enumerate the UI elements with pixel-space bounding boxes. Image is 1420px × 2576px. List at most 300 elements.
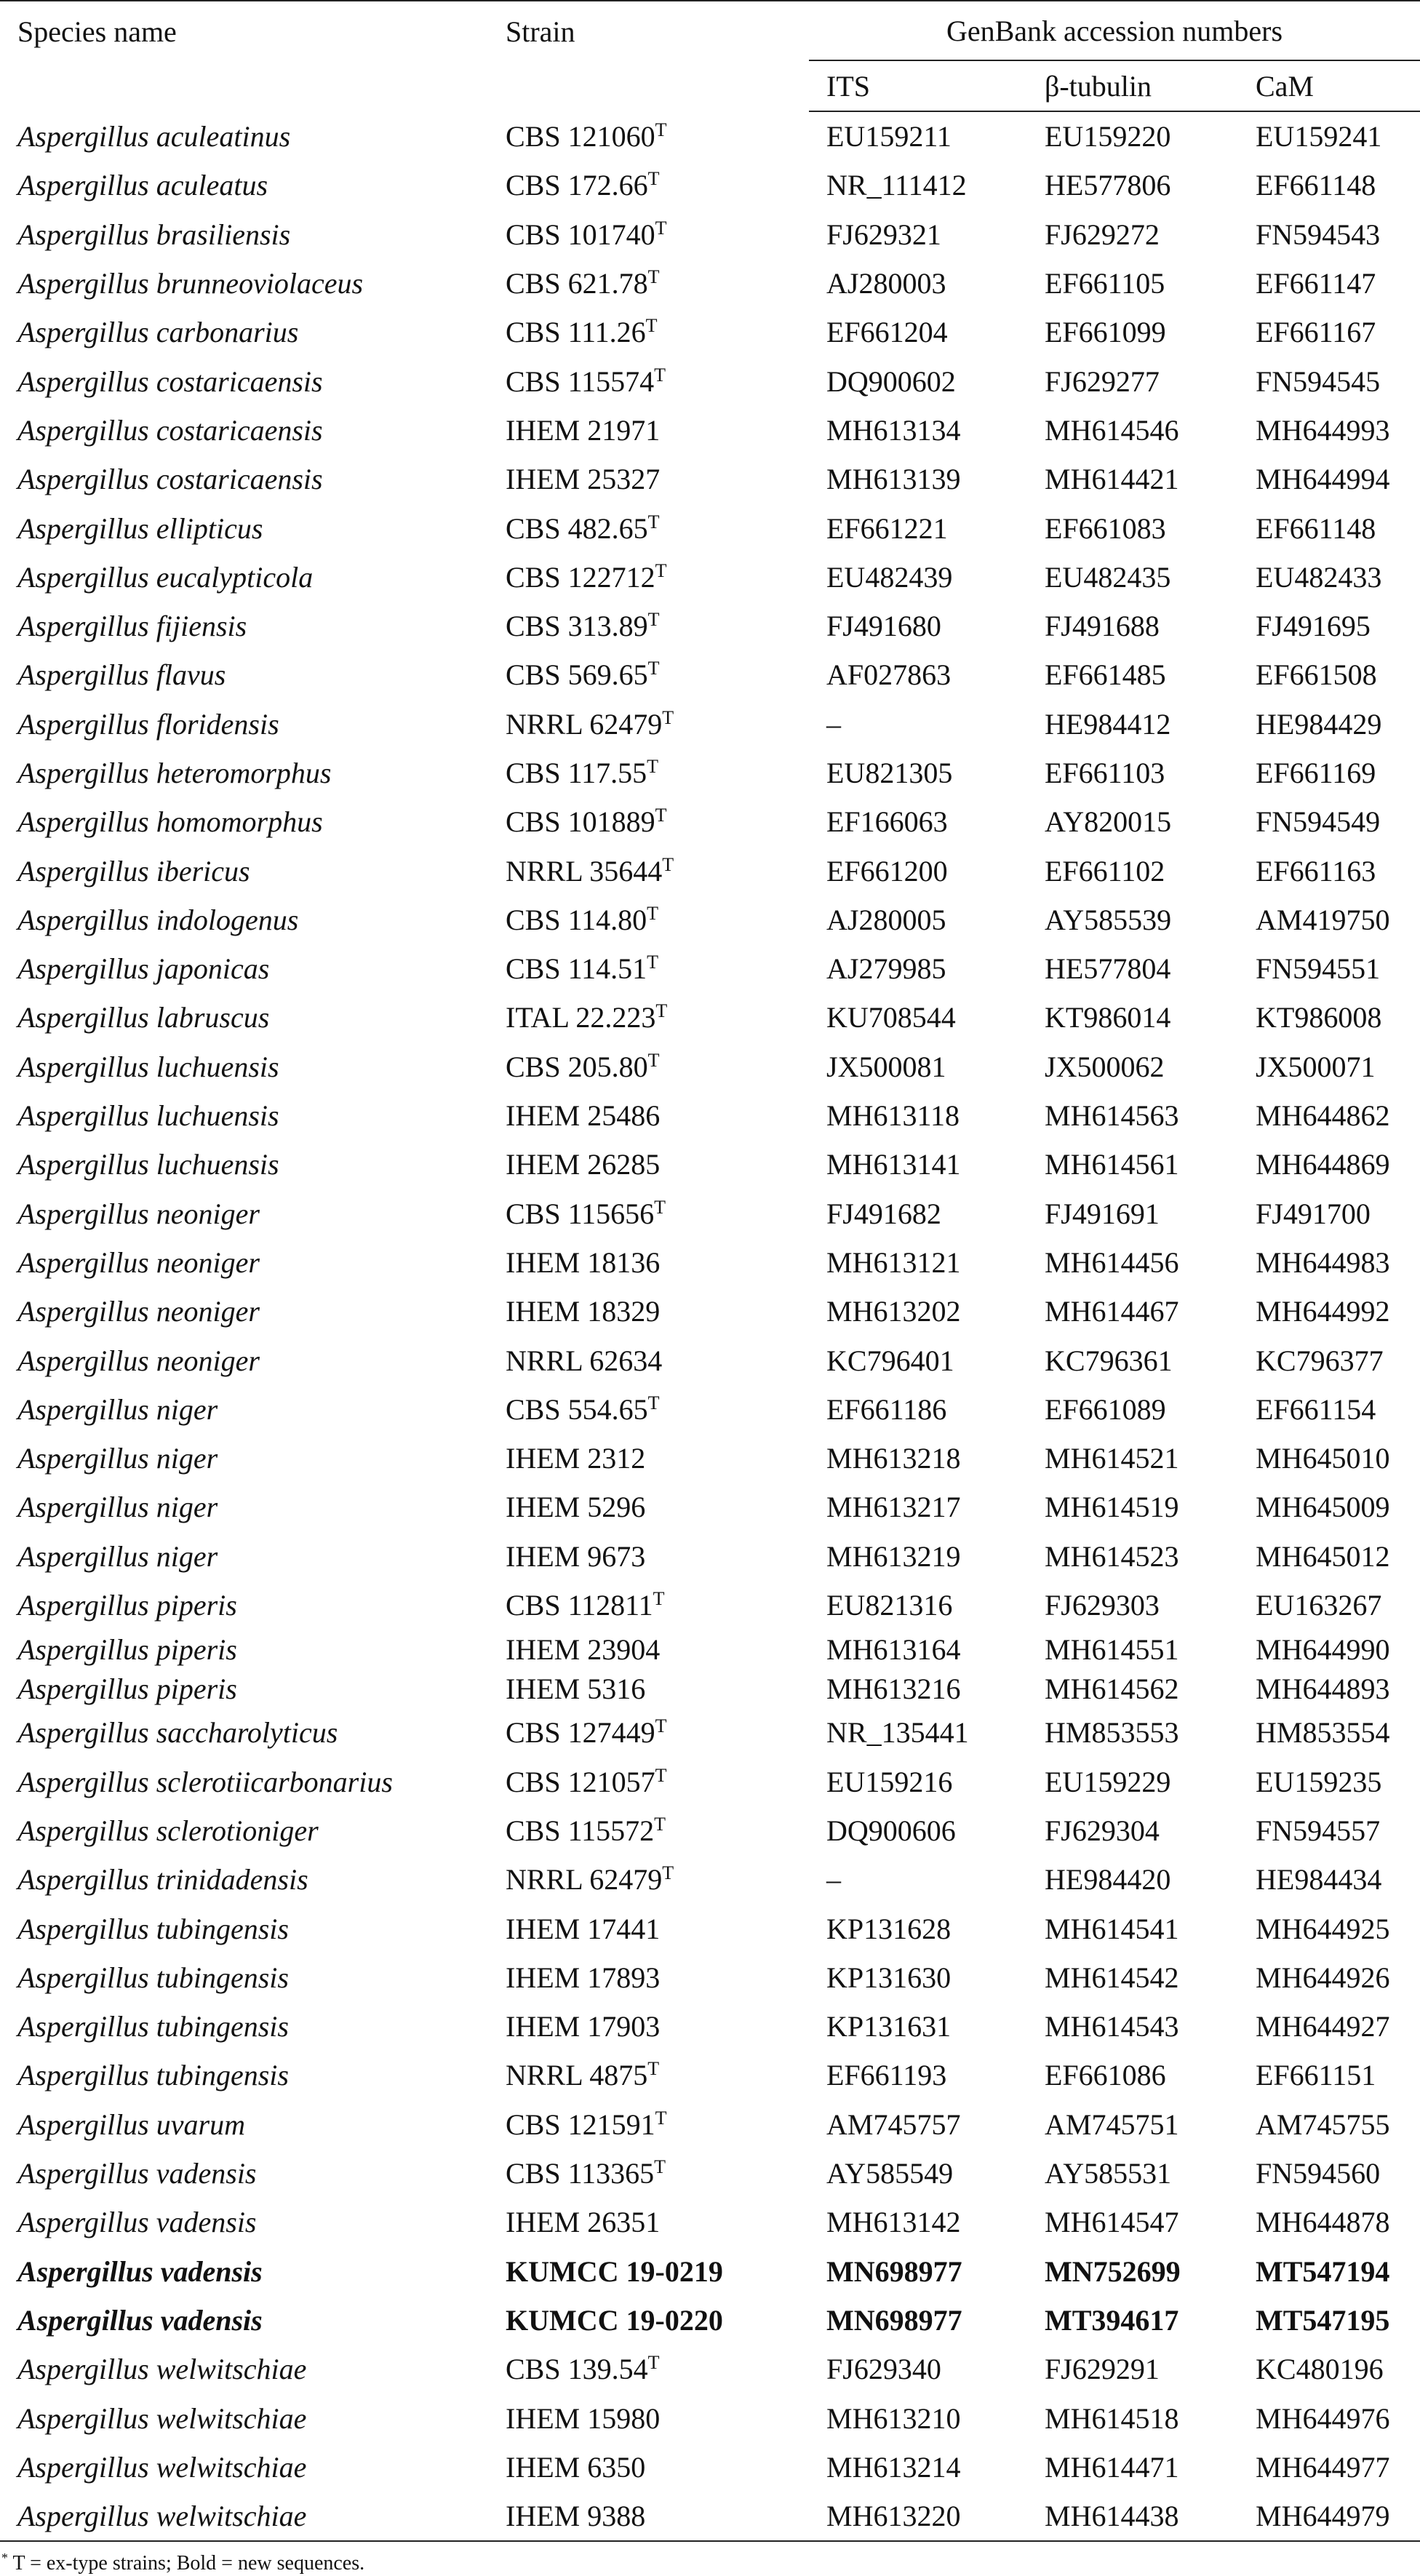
species-name-cell: Aspergillus sclerotiicarbonarius: [17, 1765, 393, 1798]
species-name-cell: Aspergillus tubingensis: [17, 1912, 289, 1945]
btub-cell: EU482435: [1045, 560, 1171, 594]
table-row: [0, 553, 1420, 602]
table-row: [0, 1708, 1420, 1757]
btub-cell: KT986014: [1045, 1001, 1171, 1034]
species-name-cell: Aspergillus vadensis: [17, 2206, 257, 2239]
btub-cell: MH614563: [1045, 1099, 1179, 1133]
table-row: [0, 650, 1420, 699]
cam-cell: MT547195: [1256, 2303, 1390, 2337]
btub-cell: EF661086: [1045, 2059, 1166, 2092]
strain-cell: [488, 700, 809, 749]
its-cell: MH613202: [826, 1295, 961, 1328]
strain-cell: [488, 1287, 809, 1336]
species-name-cell: Aspergillus heteromorphus: [17, 757, 332, 789]
strain-cell: [488, 1140, 809, 1189]
cam-cell: JX500071: [1256, 1050, 1376, 1083]
strain-cell: [488, 846, 809, 895]
btub-cell: HE577806: [1045, 169, 1171, 202]
strain-cell: [488, 111, 809, 161]
ex-type-marker: T: [655, 1000, 668, 1022]
cam-cell: EF661154: [1256, 1392, 1376, 1426]
cam-cell: EU159241: [1256, 120, 1382, 153]
btub-cell: MH614543: [1045, 2010, 1179, 2043]
cam-cell: HM853554: [1256, 1716, 1390, 1750]
strain-cell: [488, 1953, 809, 2002]
strain-id: CBS 115656: [506, 1197, 655, 1230]
btub-cell: MH614551: [1045, 1632, 1179, 1666]
strain-id: IHEM 23904: [506, 1632, 661, 1666]
its-cell: EF661186: [826, 1392, 947, 1426]
species-name-cell: Aspergillus saccharolyticus: [17, 1716, 338, 1750]
btub-cell: MH614519: [1045, 1491, 1179, 1524]
ex-type-marker: T: [647, 952, 659, 973]
strain-header: Strain: [488, 1, 809, 111]
its-cell: AY585549: [826, 2157, 954, 2190]
strain-cell: [488, 1336, 809, 1384]
species-name-cell: Aspergillus niger: [17, 1392, 218, 1426]
strain-cell: [488, 2100, 809, 2149]
table-row: [0, 1434, 1420, 1483]
ex-type-marker: T: [662, 706, 674, 728]
strain-cell: [488, 1855, 809, 1904]
its-cell: AM745757: [826, 2108, 961, 2141]
ex-type-marker: T: [655, 119, 667, 140]
species-name-cell: Aspergillus neoniger: [17, 1295, 260, 1328]
its-cell: MN698977: [826, 2254, 962, 2288]
cam-cell: MH644979: [1238, 2492, 1420, 2541]
btub-cell: FJ629304: [1045, 1814, 1160, 1847]
btub-cell: HM853553: [1045, 1716, 1179, 1750]
its-cell: –: [826, 1863, 841, 1897]
btub-cell: MH614546: [1045, 413, 1179, 447]
strain-id: KUMCC 19-0220: [506, 2303, 723, 2337]
its-cell: EU821305: [826, 757, 953, 789]
table-row: [0, 161, 1420, 210]
table-row: [0, 2002, 1420, 2051]
species-name-cell: Aspergillus ellipticus: [17, 511, 263, 545]
strain-id: IHEM 9673: [506, 1539, 646, 1573]
table-row: [0, 2198, 1420, 2246]
cam-cell: KT986008: [1256, 1001, 1382, 1034]
cam-cell: MH645012: [1256, 1539, 1390, 1573]
its-cell: MH613142: [826, 2206, 961, 2239]
cam-cell: MH644994: [1256, 463, 1390, 496]
strain-id: IHEM 9388: [506, 2500, 646, 2533]
btub-cell: MH614467: [1045, 1295, 1179, 1328]
table-row: [0, 1581, 1420, 1630]
btub-cell: FJ491688: [1045, 610, 1160, 643]
strain-cell: [488, 1091, 809, 1140]
strain-id: ITAL 22.223: [506, 1001, 656, 1034]
strain-cell: [488, 308, 809, 356]
species-name-cell: Aspergillus vadensis: [17, 2254, 263, 2288]
table-row: [0, 2149, 1420, 2198]
strain-cell: [488, 2149, 809, 2198]
table-row: [0, 1140, 1420, 1189]
cam-cell: MH644869: [1256, 1148, 1390, 1181]
strain-id: IHEM 5316: [506, 1672, 646, 1705]
btub-cell: FJ629272: [1045, 218, 1160, 251]
species-name-cell: Aspergillus trinidadensis: [17, 1863, 308, 1897]
cam-cell: AM745755: [1256, 2108, 1390, 2141]
strain-id: CBS 101889: [506, 805, 655, 839]
strain-id: IHEM 17903: [506, 2010, 661, 2043]
its-cell: KP131628: [826, 1912, 952, 1945]
strain-cell: [488, 1532, 809, 1581]
strain-id: CBS 139.54: [506, 2353, 648, 2386]
strain-id: IHEM 25486: [506, 1099, 661, 1133]
table-row: [0, 944, 1420, 993]
cam-cell: MH644990: [1256, 1632, 1390, 1666]
species-name-cell: Aspergillus brasiliensis: [17, 218, 291, 251]
btub-cell: MH614547: [1045, 2206, 1179, 2239]
table-footnote: [0, 2552, 364, 2575]
table-row: [0, 259, 1420, 308]
btub-cell: HE984412: [1045, 707, 1171, 741]
strain-id: CBS 114.51: [506, 952, 647, 986]
table-row: [0, 602, 1420, 650]
species-name-cell: Aspergillus luchuensis: [17, 1050, 279, 1083]
cam-cell: MH644977: [1256, 2450, 1390, 2484]
species-name-cell: Aspergillus uvarum: [17, 2108, 245, 2141]
table-row: [0, 2443, 1420, 2492]
its-cell: MH613164: [826, 1632, 961, 1666]
its-cell: KP131631: [826, 2010, 952, 2043]
btub-cell: EF661099: [1045, 316, 1166, 349]
strain-cell: [488, 1042, 809, 1091]
strain-id: IHEM 26351: [506, 2206, 661, 2239]
strain-cell: [488, 455, 809, 503]
strain-cell: [488, 1630, 809, 1669]
strain-cell: [488, 2443, 809, 2492]
btub-cell: MH614456: [1045, 1245, 1179, 1279]
strain-id: CBS 313.89: [506, 610, 648, 643]
its-cell: DQ900602: [826, 364, 956, 398]
strain-id: CBS 569.65: [506, 658, 648, 692]
its-cell: MH613121: [826, 1245, 961, 1279]
species-name-cell: Aspergillus welwitschiae: [0, 2492, 488, 2541]
species-name-cell: Aspergillus aculeatus: [17, 169, 268, 202]
table-row: [0, 1091, 1420, 1140]
species-name-cell: Aspergillus homomorphus: [17, 805, 323, 839]
its-cell: MH613210: [826, 2401, 961, 2435]
strain-id: CBS 172.66: [506, 169, 648, 202]
table-row: [0, 308, 1420, 356]
ex-type-marker: T: [647, 511, 660, 533]
species-name-cell: Aspergillus tubingensis: [17, 2059, 289, 2092]
cam-cell: EU482433: [1256, 560, 1382, 594]
btub-cell: MH614541: [1045, 1912, 1179, 1945]
its-cell: NR_111412: [826, 169, 967, 202]
strain-cell: [488, 553, 809, 602]
species-name-cell: Aspergillus flavus: [17, 658, 226, 692]
its-cell: EU482439: [826, 560, 953, 594]
table-row: [0, 1630, 1420, 1669]
table-row: [0, 356, 1420, 405]
strain-cell: [488, 993, 809, 1042]
its-cell: EF661200: [826, 854, 948, 888]
its-cell: EU159216: [826, 1765, 953, 1798]
btub-cell: HE577804: [1045, 952, 1171, 986]
strain-id: CBS 122712: [506, 560, 655, 594]
strain-cell: [488, 503, 809, 552]
cam-cell: MH645009: [1256, 1491, 1390, 1524]
strain-cell: [488, 797, 809, 846]
ex-type-marker: T: [655, 1764, 667, 1786]
cam-cell: EU163267: [1256, 1589, 1382, 1622]
btub-cell: JX500062: [1045, 1050, 1165, 1083]
ex-type-marker: T: [647, 266, 660, 288]
btub-cell: MH614542: [1045, 1961, 1179, 1994]
its-cell: MH613118: [826, 1099, 960, 1133]
strain-id: CBS 117.55: [506, 757, 647, 789]
species-name-cell: Aspergillus neoniger: [17, 1344, 260, 1377]
table-row: [0, 993, 1420, 1042]
strain-cell: [488, 2198, 809, 2246]
btub-cell: EF661485: [1045, 658, 1166, 692]
header-row-top: [0, 1, 1420, 60]
its-cell: FJ629340: [826, 2353, 941, 2386]
table-row: [0, 1385, 1420, 1434]
cam-cell: MH644925: [1256, 1912, 1390, 1945]
strain-id: CBS 482.65: [506, 511, 648, 545]
btub-cell: EF661102: [1045, 854, 1165, 888]
table-row: [0, 2393, 1420, 2442]
ex-type-marker: T: [647, 2058, 660, 2080]
table-row: [0, 2051, 1420, 2100]
strain-cell: [488, 749, 809, 797]
ex-type-marker: T: [647, 756, 659, 777]
its-cell: JX500081: [826, 1050, 946, 1083]
strain-id: IHEM 15980: [506, 2401, 661, 2435]
footnote-text: T = ex-type strains; Bold = new sequences.: [8, 2552, 365, 2575]
ex-type-marker: T: [647, 1392, 660, 1413]
its-cell: EF661221: [826, 511, 948, 545]
strain-cell: [488, 1669, 809, 1708]
strain-cell: [488, 944, 809, 993]
ex-type-marker: T: [655, 559, 667, 581]
its-cell: MH613139: [826, 463, 961, 496]
ex-type-marker: T: [654, 1813, 666, 1835]
ex-type-marker: T: [647, 1049, 660, 1071]
btub-cell: AY820015: [1045, 805, 1172, 839]
species-name-cell: Aspergillus aculeatinus: [17, 119, 291, 153]
strain-cell: [488, 406, 809, 455]
strain-cell: [488, 210, 809, 259]
cam-cell: FN594557: [1256, 1814, 1381, 1847]
cam-cell: EU159235: [1256, 1765, 1382, 1798]
species-name-cell: Aspergillus costaricaensis: [17, 413, 323, 447]
cam-cell: EF661163: [1256, 854, 1376, 888]
strain-cell: [488, 1483, 809, 1531]
table-body: [0, 111, 1420, 2541]
btub-cell: MT394617: [1045, 2303, 1179, 2337]
species-name-cell: Aspergillus labruscus: [17, 1001, 270, 1034]
table-row: [0, 1904, 1420, 1953]
strain-cell: [488, 1806, 809, 1855]
its-cell: FJ491680: [826, 610, 941, 643]
its-cell: EF166063: [826, 805, 948, 839]
species-name-cell: Aspergillus indologenus: [17, 903, 299, 936]
species-name-cell: Aspergillus luchuensis: [17, 1148, 279, 1181]
strain-id: IHEM 17893: [506, 1961, 661, 1994]
strain-cell: [488, 161, 809, 210]
its-cell: MH613218: [826, 1442, 961, 1475]
strain-id: CBS 121591: [506, 2108, 655, 2141]
btub-cell: MH614518: [1045, 2401, 1179, 2435]
its-cell: KU708544: [826, 1001, 956, 1034]
its-header: ITS: [809, 60, 1027, 111]
cam-cell: MH644992: [1256, 1295, 1390, 1328]
strain-cell: [488, 1238, 809, 1287]
cam-cell: EF661147: [1256, 267, 1376, 300]
strain-cell: [488, 2393, 809, 2442]
table-row: [0, 1336, 1420, 1384]
table-row: [0, 2100, 1420, 2149]
strain-cell: [488, 2002, 809, 2051]
strain-id: IHEM 6350: [506, 2450, 646, 2484]
its-cell: MH613220: [809, 2492, 1027, 2541]
strain-id: IHEM 26285: [506, 1148, 661, 1181]
ex-type-marker: T: [662, 853, 674, 875]
cam-cell: EF661148: [1256, 169, 1376, 202]
btub-cell: MN752699: [1045, 2254, 1181, 2288]
table-header: [0, 1, 1420, 111]
btub-cell: MH614562: [1045, 1672, 1179, 1705]
its-cell: MH613219: [826, 1539, 961, 1573]
table-row: [0, 1238, 1420, 1287]
ex-type-marker: T: [655, 217, 667, 239]
ex-type-marker: T: [647, 168, 660, 190]
btub-cell: EU159220: [1045, 120, 1171, 153]
strain-cell: [488, 1189, 809, 1238]
strain-id: KUMCC 19-0219: [506, 2254, 723, 2288]
btub-cell: AY585539: [1045, 903, 1172, 936]
btub-cell: FJ491691: [1045, 1197, 1160, 1230]
cam-cell: HE984429: [1256, 707, 1382, 741]
species-name-cell: Aspergillus niger: [17, 1539, 218, 1573]
table-row: [0, 1042, 1420, 1091]
btub-cell: EF661089: [1045, 1392, 1166, 1426]
species-name-cell: Aspergillus piperis: [17, 1672, 237, 1705]
its-cell: EU159211: [826, 120, 952, 153]
strain-id: NRRL 4875: [506, 2059, 648, 2092]
species-name-cell: Aspergillus niger: [17, 1491, 218, 1524]
cam-cell: MT547194: [1256, 2254, 1390, 2288]
strain-cell: [488, 1758, 809, 1806]
table-row: [0, 1532, 1420, 1581]
strain-id: NRRL 35644: [506, 854, 663, 888]
strain-id: CBS 101740: [506, 218, 655, 251]
table-row: [0, 1483, 1420, 1531]
cam-cell: KC796377: [1256, 1344, 1384, 1377]
table-row: [0, 797, 1420, 846]
species-name-cell: Aspergillus carbonarius: [17, 316, 299, 349]
table-row: [0, 700, 1420, 749]
table-row: [0, 2246, 1420, 2295]
ex-type-marker: T: [645, 315, 658, 337]
ex-type-marker: T: [647, 902, 659, 924]
strain-id: IHEM 21971: [506, 413, 661, 447]
species-name-header: Species name: [0, 1, 488, 111]
ex-type-marker: T: [653, 1588, 665, 1610]
species-name-cell: Aspergillus tubingensis: [17, 1961, 289, 1994]
strain-id: CBS 121057: [506, 1765, 655, 1798]
its-cell: KC796401: [826, 1344, 954, 1377]
footnote-marker: *: [1, 2551, 8, 2565]
strain-id: CBS 554.65: [506, 1392, 648, 1426]
strain-id: CBS 112811: [506, 1589, 653, 1622]
strain-cell: [488, 2051, 809, 2100]
strain-cell: [488, 2246, 809, 2295]
species-name-cell: Aspergillus niger: [17, 1442, 218, 1475]
species-name-cell: Aspergillus luchuensis: [17, 1099, 279, 1133]
strain-id: CBS 127449: [506, 1716, 655, 1750]
ex-type-marker: T: [655, 2107, 667, 2129]
btub-cell: MH614438: [1027, 2492, 1238, 2541]
cam-cell: EF661151: [1256, 2059, 1376, 2092]
cam-cell: MH644878: [1256, 2206, 1390, 2239]
table-row: [0, 503, 1420, 552]
strain-cell: [488, 896, 809, 944]
btub-cell: FJ629277: [1045, 364, 1160, 398]
strain-id: CBS 115574: [506, 364, 655, 398]
species-name-cell: Aspergillus ibericus: [17, 854, 250, 888]
species-name-cell: Aspergillus piperis: [17, 1589, 237, 1622]
cam-cell: MH644976: [1256, 2401, 1390, 2435]
strain-cell: [488, 2296, 809, 2345]
its-cell: AJ279985: [826, 952, 946, 986]
strain-id: CBS 115572: [506, 1814, 655, 1847]
cam-cell: FN594551: [1256, 952, 1381, 986]
cam-cell: FN594545: [1256, 364, 1381, 398]
btub-cell: MH614561: [1045, 1148, 1179, 1181]
its-cell: FJ629321: [826, 218, 941, 251]
strain-id: IHEM 17441: [506, 1912, 661, 1945]
strain-id: CBS 113365: [506, 2157, 655, 2190]
btub-cell: EF661105: [1045, 267, 1165, 300]
table-row: [0, 406, 1420, 455]
table-row: [0, 846, 1420, 895]
cam-cell: EF661148: [1256, 511, 1376, 545]
its-cell: EF661193: [826, 2059, 947, 2092]
btub-cell: MH614471: [1045, 2450, 1179, 2484]
strain-cell: [488, 1434, 809, 1483]
strain-id: CBS 114.80: [506, 903, 647, 936]
cam-cell: HE984434: [1256, 1863, 1382, 1897]
table-row: [0, 1855, 1420, 1904]
table-row: [0, 2296, 1420, 2345]
cam-cell: MH644983: [1256, 1245, 1390, 1279]
species-name-cell: Aspergillus neoniger: [17, 1245, 260, 1279]
table-row: [0, 1287, 1420, 1336]
cam-cell: FN594549: [1256, 805, 1381, 839]
strain-id: IHEM 18329: [506, 1295, 661, 1328]
ex-type-marker: T: [647, 658, 660, 679]
species-name-cell: Aspergillus costaricaensis: [17, 364, 323, 398]
strain-cell: [488, 650, 809, 699]
strain-cell: [488, 1385, 809, 1434]
genbank-header: GenBank accession numbers: [809, 1, 1420, 60]
cam-cell: FN594560: [1256, 2157, 1381, 2190]
species-name-cell: Aspergillus japonicas: [17, 952, 270, 986]
btub-cell: HE984420: [1045, 1863, 1171, 1897]
its-cell: EF661204: [826, 316, 948, 349]
strain-cell: [488, 2492, 809, 2541]
table-row: [0, 1758, 1420, 1806]
table-row: [0, 2345, 1420, 2393]
ex-type-marker: T: [655, 1715, 667, 1737]
